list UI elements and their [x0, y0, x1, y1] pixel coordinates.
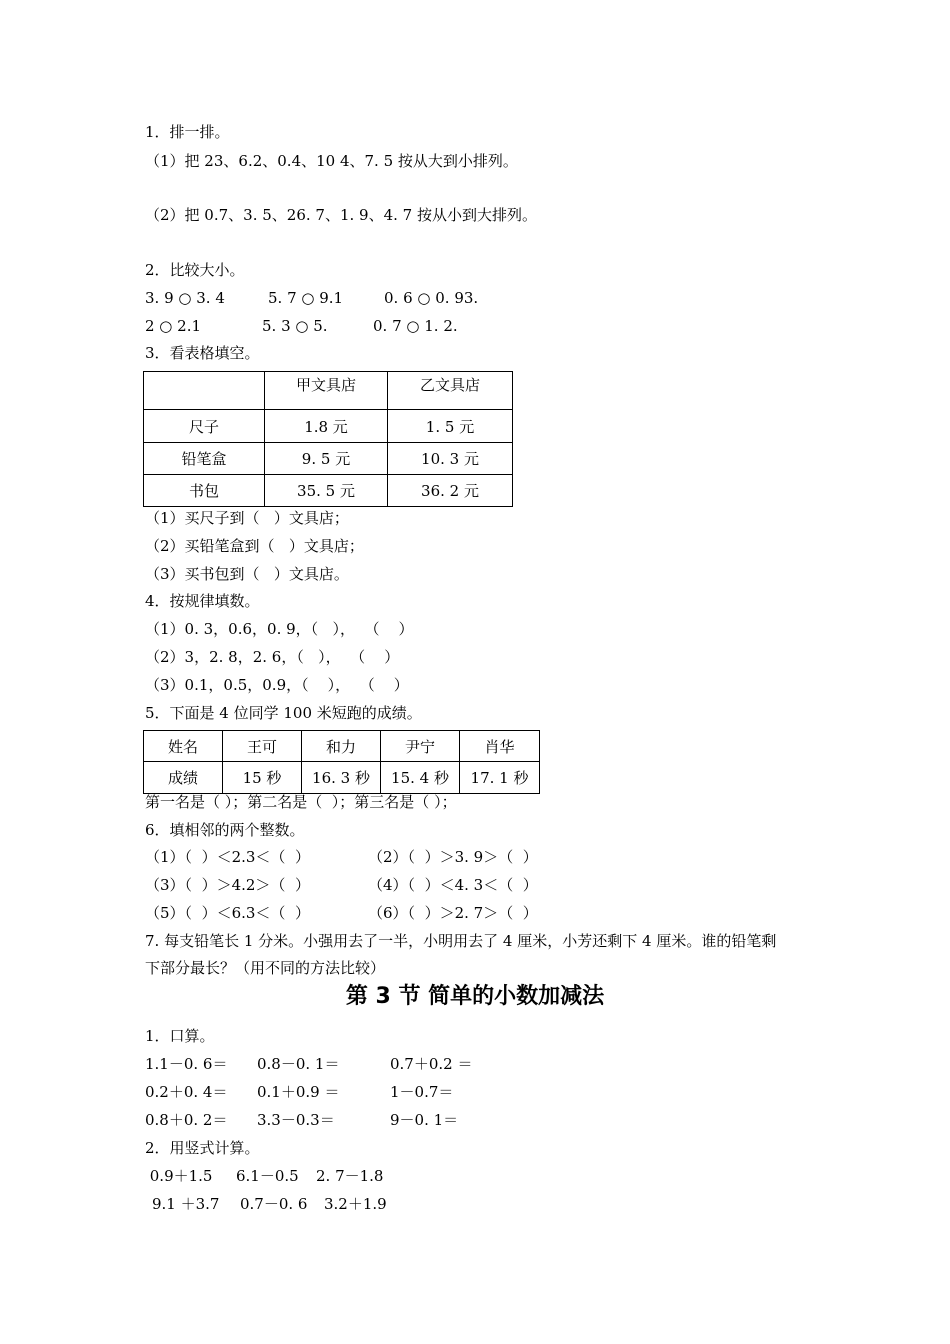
q3-fill-3: （3）买书包到（ ）文具店。	[145, 565, 349, 583]
q6-item: （6）（ ）＞2. 7＞（ ）	[368, 904, 538, 922]
q3-fill-2: （2）买铅笔盒到（ ）文具店；	[145, 537, 364, 555]
vertical-calc-item: 2. 7－1.8	[316, 1167, 384, 1185]
q4-item-1: （1）0. 3，0.6，0. 9，（ ）， （ ）	[145, 620, 414, 638]
q4-title: 4．按规律填数。	[145, 592, 260, 610]
vertical-calc-item: 9.1 ＋3.7	[152, 1195, 220, 1213]
s1-title: 1．口算。	[145, 1027, 215, 1045]
q6-title: 6．填相邻的两个整数。	[145, 821, 305, 839]
table-cell: 铅笔盒	[144, 443, 265, 475]
table-cell: 17. 1 秒	[460, 762, 540, 794]
q2-compare: 2 ○ 2.1	[145, 317, 202, 335]
sprint-results-table	[143, 730, 540, 794]
q2-compare: 5. 7 ○ 9.1	[268, 289, 344, 307]
q6-item: （4）（ ）＜4. 3＜（ ）	[368, 876, 538, 894]
table-header-cell: 乙文具店	[388, 372, 513, 410]
vertical-calc-item: 6.1－0.5	[236, 1167, 299, 1185]
table-cell: 1.8 元	[265, 410, 388, 443]
q4-item-2: （2）3，2. 8，2. 6，（ ）， （ ）	[145, 648, 400, 666]
table-cell: 16. 3 秒	[302, 762, 381, 794]
mental-calc-item: 1－0.7＝	[390, 1083, 454, 1101]
q1-part-b: （2）把 0.7、3. 5、26. 7、1. 9、4. 7 按从小到大排列。	[145, 206, 537, 224]
q1-title: 1．排一排。	[145, 123, 230, 141]
table-cell: 书包	[144, 475, 265, 507]
table-cell: 9. 5 元	[265, 443, 388, 475]
table-header-cell: 和力	[302, 731, 381, 762]
table-cell: 35. 5 元	[265, 475, 388, 507]
q5-fill: 第一名是（ ）；第二名是（ ）；第三名是（ ）；	[145, 793, 457, 811]
table-header-cell: 甲文具店	[265, 372, 388, 410]
q7-line-2: 下部分最长？（用不同的方法比较）	[145, 959, 386, 977]
q4-item-3: （3）0.1，0.5，0.9，（ ）， （ ）	[145, 676, 409, 694]
table-cell: 尺子	[144, 410, 265, 443]
q3-fill-1: （1）买尺子到（ ）文具店；	[145, 509, 349, 527]
table-header-cell: 姓名	[144, 731, 223, 762]
table-cell: 1. 5 元	[388, 410, 513, 443]
mental-calc-item: 0.7＋0.2 ＝	[390, 1055, 473, 1073]
table-header-cell: 尹宁	[381, 731, 460, 762]
vertical-calc-item: 0.7－0. 6	[240, 1195, 308, 1213]
stationery-price-table	[143, 371, 513, 507]
mental-calc-item: 0.2＋0. 4＝	[145, 1083, 228, 1101]
table-header-cell: 王可	[223, 731, 302, 762]
mental-calc-item: 0.8－0. 1＝	[257, 1055, 340, 1073]
table-cell: 36. 2 元	[388, 475, 513, 507]
section-title: 第 3 节 简单的小数加减法	[345, 984, 605, 1009]
s2-title: 2．用竖式计算。	[145, 1139, 260, 1157]
mental-calc-item: 0.8＋0. 2＝	[145, 1111, 228, 1129]
mental-calc-item: 1.1－0. 6＝	[145, 1055, 228, 1073]
q2-compare: 0. 6 ○ 0. 93.	[384, 289, 479, 307]
table-header-cell: 肖华	[460, 731, 540, 762]
vertical-calc-item: 3.2＋1.9	[324, 1195, 387, 1213]
q6-item: （2）（ ）＞3. 9＞（ ）	[368, 848, 538, 866]
q2-compare: 3. 9 ○ 3. 4	[145, 289, 225, 307]
table-cell: 15 秒	[223, 762, 302, 794]
q6-item: （1）（ ）＜2.3＜（ ）	[145, 848, 310, 866]
q6-item: （5）（ ）＜6.3＜（ ）	[145, 904, 310, 922]
q7-line-1: 7. 每支铅笔长 1 分米。小强用去了一半，小明用去了 4 厘米，小芳还剩下 4 厘米。谁的铅笔剩	[145, 932, 777, 950]
q6-item: （3）（ ）＞4.2＞（ ）	[145, 876, 310, 894]
q1-part-a: （1）把 23、6.2、0.4、10 4、7. 5 按从大到小排列。	[145, 152, 518, 170]
table-cell: 10. 3 元	[388, 443, 513, 475]
q5-title: 5．下面是 4 位同学 100 米短跑的成绩。	[145, 704, 422, 722]
table-cell: 成绩	[144, 762, 223, 794]
table-header-cell	[144, 372, 265, 410]
mental-calc-item: 9－0. 1＝	[390, 1111, 459, 1129]
mental-calc-item: 0.1＋0.9 ＝	[257, 1083, 340, 1101]
vertical-calc-item: 0.9＋1.5	[145, 1167, 213, 1185]
q2-title: 2．比较大小。	[145, 261, 245, 279]
table-cell: 15. 4 秒	[381, 762, 460, 794]
q3-title: 3．看表格填空。	[145, 344, 260, 362]
q2-compare: 5. 3 ○ 5.	[262, 317, 328, 335]
mental-calc-item: 3.3－0.3＝	[257, 1111, 335, 1129]
q2-compare: 0. 7 ○ 1. 2.	[373, 317, 458, 335]
